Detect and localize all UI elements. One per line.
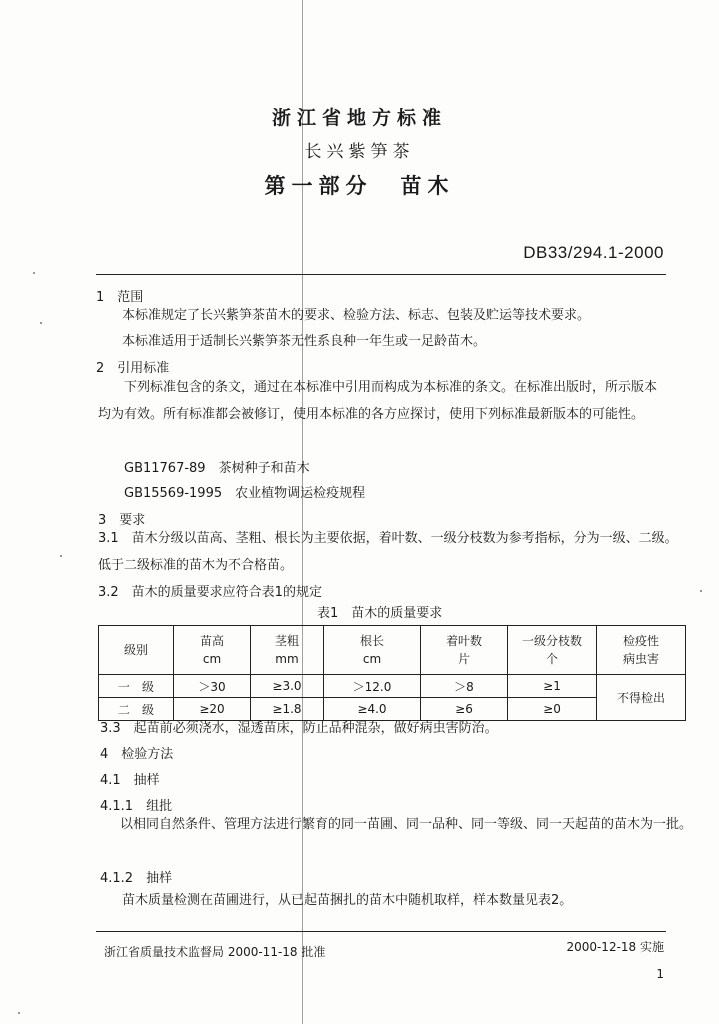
title-line-1: 浙江省地方标准 — [271, 107, 447, 129]
section-2-paragraph: 下列标准包含的条文，通过在本标准中引用而构成为本标准的条文。在标准出版时，所示版本均为有效。所有标准都会被修订，使用本标准的各方应探讨，使用下列标准最新版本的可能性。 — [98, 380, 658, 422]
section-4-1-1: 4.1.1 组批 — [100, 799, 173, 814]
header-rule — [96, 274, 666, 275]
table-cell: ≥3.0 — [251, 675, 324, 698]
table-cell: ≥0 — [508, 698, 597, 721]
table-cell: ≥1.8 — [251, 698, 324, 721]
section-4-1-2: 4.1.2 抽样 — [100, 871, 173, 886]
table-cell: ≥20 — [174, 698, 251, 721]
table-row — [99, 675, 686, 698]
scan-speck — [40, 322, 42, 324]
section-1-paragraph-1: 本标准规定了长兴紫笋茶苗木的要求、检验方法、标志、包装及贮运等技术要求。 — [122, 308, 591, 323]
scan-speck — [700, 590, 702, 592]
section-4-1-2-paragraph: 苗木质量检测在苗圃进行，从已起苗捆扎的苗木中随机取样，样本数量见表2。 — [122, 893, 573, 908]
approval-note: 浙江省质量技术监督局 2000-11-18 批准 — [104, 945, 326, 959]
section-4-1-1-paragraph: 以相同自然条件、管理方法进行繁育的同一苗圃、同一品种、同一等级、同一天起苗的苗木为一批。 — [120, 817, 693, 832]
header-height: 苗高 cm — [174, 626, 251, 675]
reference-2: GB15569-1995 农业植物调运检疫规程 — [124, 486, 366, 501]
table-cell: ≥1 — [508, 675, 597, 698]
section-3-1: 3.1 苗木分级以苗高、茎粗、根长为主要依据，着叶数、一级分枝数为参考指标，分为一级、二级。低于二级标准的苗木为不合格苗。 — [98, 531, 678, 573]
section-4-1: 4.1 抽样 — [100, 773, 160, 788]
title-subject: 苗木 — [400, 174, 455, 198]
implementation-date: 2000-12-18 实施 — [566, 940, 664, 954]
reference-1: GB11767-89 茶树种子和苗木 — [124, 461, 310, 476]
section-3-heading: 3 要求 — [98, 513, 146, 528]
table-cell: 二 级 — [99, 698, 174, 721]
scan-speck — [60, 555, 62, 557]
table-cell: 一 级 — [99, 675, 174, 698]
footer-rule — [96, 931, 666, 932]
title-line-2: 长兴紫笋茶 — [304, 142, 415, 162]
section-3-2: 3.2 苗木的质量要求应符合表1的规定 — [98, 585, 322, 600]
page-number: 1 — [656, 967, 664, 981]
table-header-row — [99, 626, 686, 675]
quarantine-cell: 不得检出 — [597, 675, 686, 721]
title-part: 第一部分 — [264, 174, 373, 198]
document-number: DB33/294.1-2000 — [523, 243, 664, 262]
section-1-paragraph-2: 本标准适用于适制长兴紫笋茶无性系良种一年生或一足龄苗木。 — [122, 334, 487, 349]
table-cell: ≥6 — [421, 698, 508, 721]
table-caption: 表1 苗木的质量要求 — [317, 606, 443, 621]
section-1-heading: 1 范围 — [96, 290, 144, 305]
section-3-3: 3.3 起苗前必须浇水，湿透苗床，防止品种混杂，做好病虫害防治。 — [100, 721, 498, 736]
header-quarantine: 检疫性 病虫害 — [597, 626, 686, 675]
scan-speck — [18, 1012, 20, 1014]
section-2-heading: 2 引用标准 — [96, 361, 170, 376]
table-cell: ≥4.0 — [324, 698, 421, 721]
section-4-heading: 4 检验方法 — [100, 747, 174, 762]
table-cell: ＞12.0 — [324, 675, 421, 698]
header-stem-diameter: 茎粗 mm — [251, 626, 324, 675]
table-cell: ＞30 — [174, 675, 251, 698]
table-cell: ＞8 — [421, 675, 508, 698]
header-root-length: 根长 cm — [324, 626, 421, 675]
quality-table — [98, 625, 686, 721]
header-grade: 级别 — [99, 626, 174, 675]
title-line-3 — [0, 170, 719, 200]
header-branch-count: 一级分枝数 个 — [508, 626, 597, 675]
scan-speck — [33, 272, 35, 274]
header-leaf-count: 着叶数 片 — [421, 626, 508, 675]
